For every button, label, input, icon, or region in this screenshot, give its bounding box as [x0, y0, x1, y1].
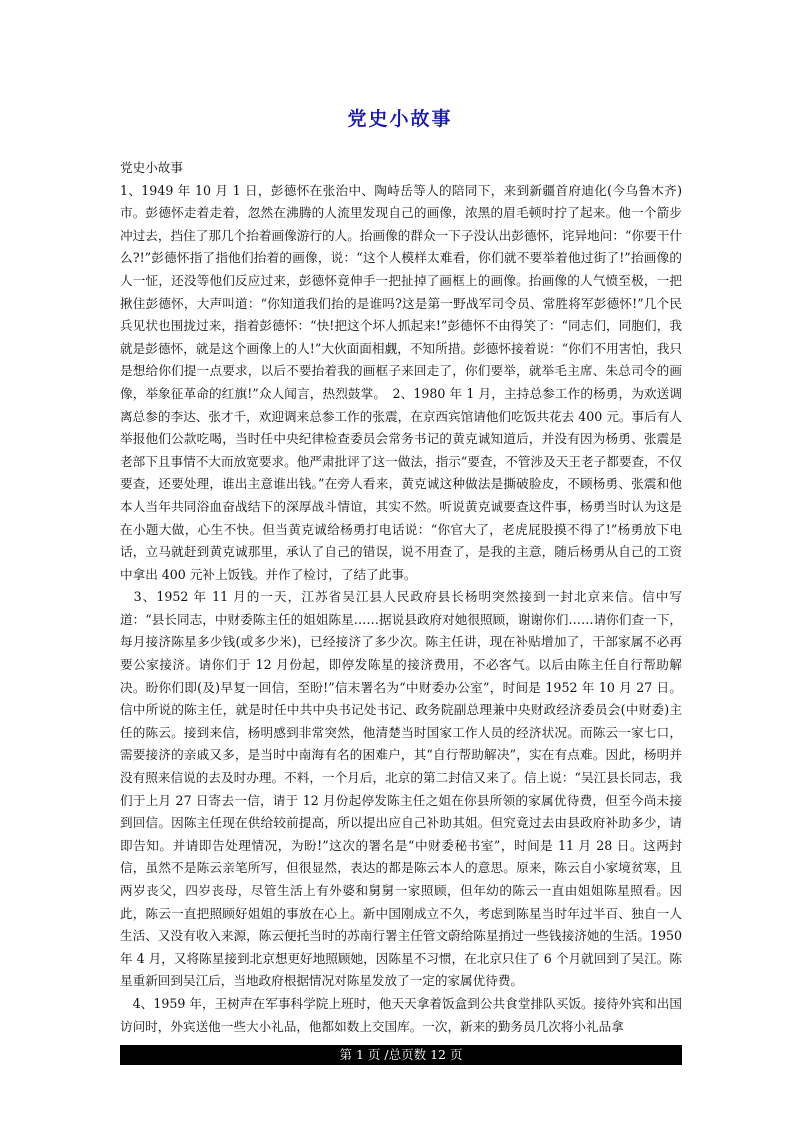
paragraph-story-1-2: 1、1949 年 10 月 1 日，彭德怀在张治中、陶峙岳等人的陪同下，来到新疆首府迪化(今乌鲁木齐)市。彭德怀走着走着，忽然在沸腾的人流里发现自己的画像，浓黑的眉毛顿时拧了起来。他一个箭步冲过去，挡住了那几个抬着画像游行的人。抬画像的群众一下子没认出彭德怀，诧异地问：“你要干什么?!”彭德怀指了指他们抬着的画像，说：“这个人模样太难看，你们就不要举着他过街了!”抬画像的人一怔，还没等他们反应过来，彭德怀竟伸手一把扯掉了画框上的画像。抬画像的人气愤至极，一把揪住彭德怀，大声叫道：“你知道我们抬的是谁吗?这是第一野战军司令员、常胜将军彭德怀!”几个民兵见状也围拢过来，指着彭德怀：“快!把这个坏人抓起来!”彭德怀不由得笑了：“同志们，同胞们，我就是彭德怀，就是这个画像上的人!”大伙面面相觑，不知所措。彭德怀接着说：“你们不用害怕，我只是想给你们提一点要求，以后不要抬着我的画框子来回走了，你们要举，就举毛主席、朱总司令的画像，举象征革命的红旗!”众人闻言，热烈鼓掌。 2、1980 年 1 月，主持总参工作的杨勇，为欢送调离总参的李达、张才千，欢迎调来总参工作的张震，在京西宾馆请他们吃饭共花去 400 元。事后有人举报他们公款吃喝，当时任中央纪律检查委员会常务书记的黄克诚知道后，并没有因为杨勇、张震是老部下且事情不大而放宽要求。他严肃批评了这一做法，指示“要查，不管涉及天王老子都要查，不仅要查，还要处理，谁出主意谁出钱。”在旁人看来，黄克诚这种做法是撕破脸皮，不顾杨勇、张震和他本人当年共同浴血奋战结下的深厚战斗情谊，其实不然。听说黄克诚要查这件事，杨勇当时认为这是在小题大做，心生不快。但当黄克诚给杨勇打电话说：“你官大了，老虎屁股摸不得了!”杨勇放下电话，立马就赶到黄克诚那里，承认了自己的错误，说不用查了，是我的主意，随后杨勇从自己的工资中拿出 400 元补上饭钱。并作了检讨，了结了此事。 [120, 182, 682, 582]
document-title: 党史小故事 [347, 108, 453, 130]
page-number-label: 第 1 页 /总页数 12 页 [339, 1047, 463, 1062]
paragraph-story-4: 4、1959 年，王树声在军事科学院上班时，他天天拿着饭盒到公共食堂排队买饭。接待外宾和出国访问时，外宾送他一些大小礼品，他都如数上交国库。一次，新来的勤务员几次将小礼品拿 [120, 995, 682, 1034]
paragraph-story-3: 3、1952 年 11 月的一天，江苏省吴江县人民政府县长杨明突然接到一封北京来信。信中写道：“县长同志，中财委陈主任的姐姐陈星……据说县政府对她很照顾，谢谢你们……请你们查一下，每月接济陈星多少钱(或多少米)，已经接济了多少次。陈主任讲，现在补贴增加了，干部家属不必再要公家接济。请你们于 12 月份起，即停发陈星的接济费用，不必客气。以后由陈主任自行帮助解决。盼你们即(及)早复一回信，至盼!”信末署名为“中财委办公室”，时间是 1952 年 10 月 27 日。信中所说的陈主任，就是时任中共中央书记处书记、政务院副总理兼中央财政经济委员会(中财委)主任的陈云。接到来信，杨明感到非常突然，他清楚当时国家工作人员的经济状况。而陈云一家七口，需要接济的亲戚又多，是当时中南海有名的困难户，其“自行帮助解决”，实在有点难。因此，杨明并没有照来信说的去及时办理。不料，一个月后，北京的第二封信又来了。信上说：“吴江县长同志，我们于上月 27 日寄去一信，请于 12 月份起停发陈主任之姐在你县所领的家属优待费，但至今尚未接到回信。因陈主任现在供给较前提高，所以提出应自己补助其姐。但究竟过去由县政府补助多少，请即告知。并请即告处理情况，为盼!”这次的署名是“中财委秘书室”，时间是 11 月 28 日。这两封信，虽然不是陈云亲笔所写，但很显然，表达的都是陈云本人的意思。原来，陈云自小家境贫寒，且两岁丧父，四岁丧母，尽管生活上有外婆和舅舅一家照顾，但年幼的陈云一直由姐姐陈星照看。因此，陈云一直把照顾好姐姐的事放在心上。新中国刚成立不久，考虑到陈星当时年过半百、独自一人生活、又没有收入来源，陈云便托当时的苏南行署主任管文蔚给陈星捎过一些钱接济她的生活。1950 年 4 月，又将陈星接到北京想更好地照顾她，因陈星不习惯，在北京只住了 6 个月就回到了吴江。陈星重新回到吴江后，当地政府根据情况对陈星发放了一定的家属优待费。 [120, 589, 682, 989]
document-body [120, 157, 682, 1038]
page-footer [120, 1045, 682, 1065]
section-heading: 党史小故事 [120, 160, 183, 175]
